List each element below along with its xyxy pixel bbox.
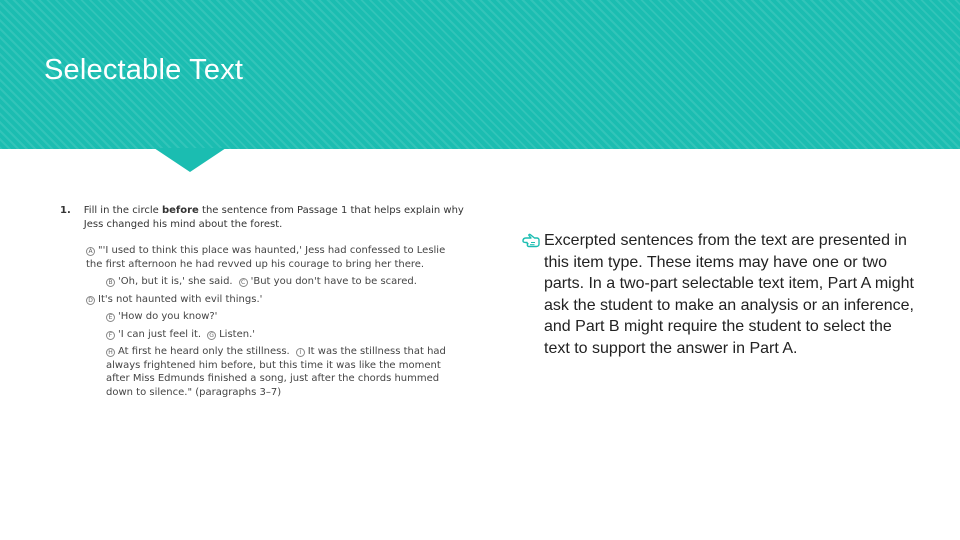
- option-bubble-h[interactable]: H: [106, 348, 115, 357]
- option-bubble-e[interactable]: E: [106, 313, 115, 322]
- option-bubble-i[interactable]: I: [296, 348, 305, 357]
- excerpt-line-f: F 'I can just feel it. G Listen.': [86, 328, 460, 342]
- excerpt-line-h: H At first he heard only the stillness. I It was the stillness that had always frightened him before, but this time it was like the moment after Miss Edmunds finished a song, just after the chords hummed down to silence." (paragraphs 3–7): [106, 346, 446, 398]
- option-bubble-d[interactable]: D: [86, 296, 95, 305]
- option-bubble-b[interactable]: B: [106, 278, 115, 287]
- slide-title: Selectable Text: [44, 54, 244, 86]
- excerpt-line-e: E 'How do you know?': [86, 310, 460, 324]
- bullet-text: Excerpted sentences from the text are presented in this item type. These items may have one or two parts. In a two-part selectable text item, Part A might ask the student to make an analysis or an inference, and Part B might require the student to select the text to support the answer in Part A.: [544, 232, 914, 357]
- option-bubble-f[interactable]: F: [106, 331, 115, 340]
- option-bubble-a[interactable]: A: [86, 247, 95, 256]
- excerpt-line-a: A "'I used to think this place was haunted,' Jess had confessed to Leslie the first afternoon he had revved up his courage to bring her there.: [86, 245, 446, 270]
- option-bubble-c[interactable]: C: [239, 278, 248, 287]
- hand-pointing-icon: [522, 233, 540, 249]
- passage-excerpt: [60, 244, 460, 399]
- header-notch: [154, 148, 226, 172]
- option-bubble-g[interactable]: G: [207, 331, 216, 340]
- question-number: 1.: [60, 205, 71, 216]
- bullet-point: [522, 230, 914, 359]
- question-prompt: Fill in the circle before the sentence from Passage 1 that helps explain why Jess changed his mind about the forest.: [83, 205, 464, 230]
- question-image: [60, 204, 470, 403]
- excerpt-line-d: D It's not haunted with evil things.': [86, 293, 460, 307]
- excerpt-line-b: B 'Oh, but it is,' she said. C 'But you don't have to be scared.: [86, 275, 460, 289]
